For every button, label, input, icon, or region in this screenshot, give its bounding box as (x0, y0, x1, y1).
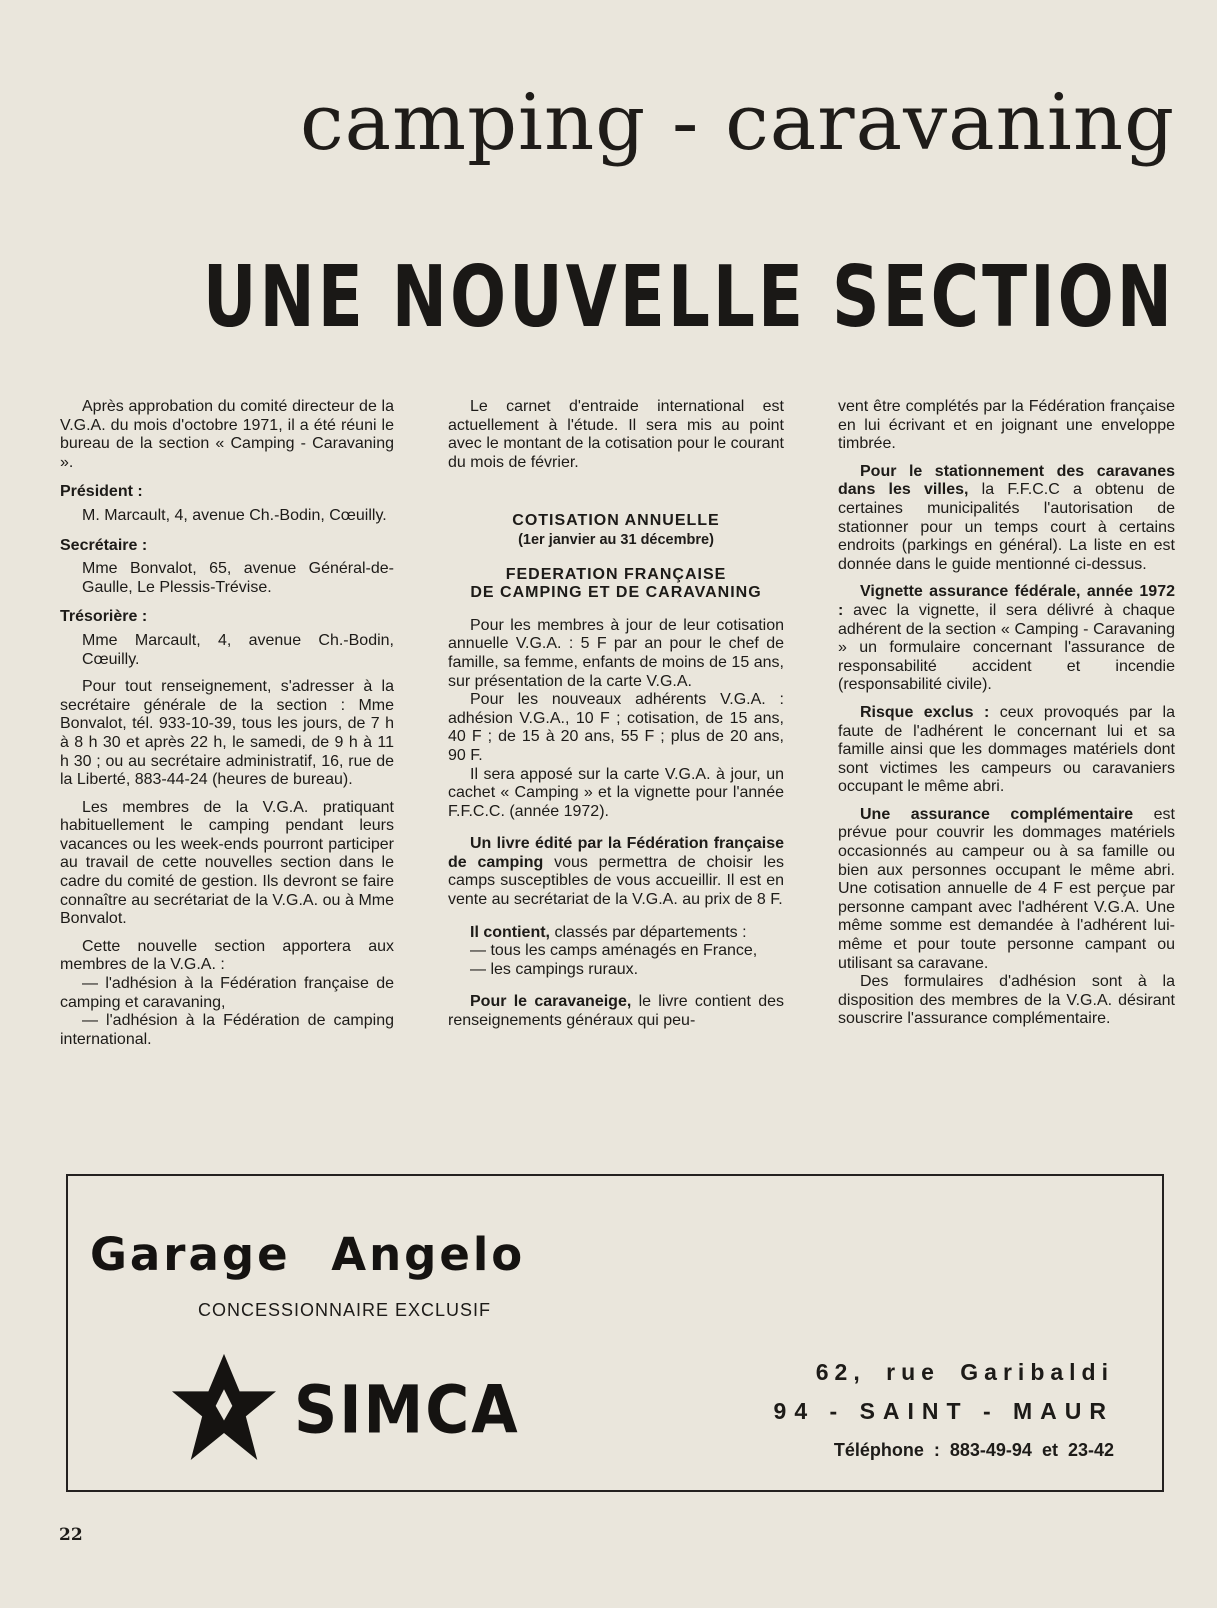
ad-brand: SIMCA (294, 1372, 520, 1449)
article-column-2 (448, 398, 784, 1031)
risque-text: ceux provoqués par la faute de l'adhérent le concernant lui et sa famille ainsi que les dommages matériels dont sont victimes les campeurs ou caravaniers occupant le même abri. (838, 703, 1176, 796)
tresoriere-label: Trésorière : (60, 608, 148, 626)
carnet-paragraph: Le carnet d'entraide international est actuellement à l'étude. Il sera mis au point avec le montant de la cotisation pour le courant du mois de février. (448, 398, 784, 471)
ad-phone: Téléphone : 883-49-94 et 23-42 (833, 1440, 1114, 1460)
formulaires-paragraph: Des formulaires d'adhésion sont à la disposition des membres de la V.G.A. désirant souscrire l'assurance complémentaire. (838, 973, 1175, 1028)
contient-text: classés par départements : (550, 923, 747, 941)
livre-bold: Un livre édité par la Fédération française de camping (448, 835, 784, 871)
list-item: — l'adhésion à la Fédération de camping international. (60, 1012, 394, 1048)
risque-paragraph (838, 704, 1175, 797)
caravaneige-text: le livre contient des renseignements généraux qui peu- (448, 993, 785, 1030)
livre-text: vous permettra de choisir les camps susceptibles de vous accueillir. Il est en vente au secrétariat de la V.G.A. au prix de 8 F. (448, 853, 784, 909)
article-column-3 (838, 398, 1175, 1029)
intro-paragraph: Après approbation du comité directeur de la V.G.A. du mois d'octobre 1971, il a été réuni le bureau de la section « Camping - Caravaning ». (60, 398, 394, 471)
president-address: M. Marcault, 4, avenue Ch.-Bodin, Cœuilly. (82, 506, 387, 524)
article-column-1 (60, 398, 394, 1049)
list-item: — tous les camps aménagés en France, (470, 942, 758, 960)
cachet-paragraph: Il sera apposé sur la carte V.G.A. à jour, un cachet « Camping » et la vignette pour l'année F.F.C.C. (année 1972). (448, 765, 784, 820)
advertisement-box (66, 1174, 1164, 1492)
ffcc-heading-line2: DE CAMPING ET DE CARAVANING (470, 584, 762, 602)
membres-jour-paragraph: Pour les membres à jour de leur cotisation annuelle V.G.A. : 5 F par an pour le chef de famille, sa femme, enfants de moins de 15 ans, sur présentation de la carte V.G.A. (448, 616, 784, 690)
page-number: 22 (59, 1525, 83, 1545)
ad-tagline: CONCESSIONNAIRE EXCLUSIF (198, 1300, 492, 1320)
headline: UNE NOUVELLE SECTION (202, 248, 1175, 347)
membres-paragraph: Les membres de la V.G.A. pratiquant habituellement le camping pendant leurs vacances ou les week-ends pourront participer au travail de cette nouvelles section dans le cadre du comité de gestion. Ils devront se faire connaître au secrétariat de la V.G.A. ou à Mme Bonvalot. (60, 798, 394, 928)
stationnement-paragraph (838, 463, 1175, 575)
secretaire-address: Mme Bonvalot, 65, avenue Général-de-Gaulle, Le Plessis-Trévise. (82, 560, 394, 596)
ffcc-heading-line1: FEDERATION FRANÇAISE (505, 565, 727, 583)
president-label: Président : (60, 483, 143, 501)
ad-garage-name: Garage Angelo (90, 1228, 526, 1281)
section-title: camping - caravaning (299, 78, 1175, 168)
vignette-bold: Vignette assurance fédérale, année 1972 : (838, 583, 1175, 619)
list-item: — les campings ruraux. (470, 960, 639, 978)
vignette-paragraph (838, 583, 1175, 695)
stationnement-bold: Pour le stationnement des caravanes dans les villes, (838, 462, 1175, 499)
nouveaux-paragraph: Pour les nouveaux adhérents V.G.A. : adhésion V.G.A., 10 F ; cotisation, de 15 ans, 40 F ; de 15 à 20 ans, 55 F ; plus de 20 ans, 90 F. (448, 691, 784, 764)
assurance-bold: Une assurance complémentaire (860, 805, 1134, 823)
caravaneige-paragraph (448, 993, 784, 1030)
contient-paragraph (448, 924, 784, 943)
secretaire-label: Secrétaire : (60, 536, 148, 554)
ad-address-line2: 94 - SAINT - MAUR (773, 1398, 1114, 1424)
ad-address-line1: 62, rue Garibaldi (815, 1359, 1114, 1385)
contient-bold: Il contient, (470, 923, 550, 941)
caravaneige-bold: Pour le caravaneige, (470, 993, 632, 1011)
cotisation-subheading: (1er janvier au 31 décembre) (518, 531, 714, 548)
continuation-paragraph: vent être complétés par la Fédération française en lui écrivant et en joignant une enveloppe timbrée. (838, 398, 1175, 453)
renseignement-paragraph: Pour tout renseignement, s'adresser à la secrétaire générale de la section : Mme Bonvalot, tél. 933-10-39, tous les jours, de 7 h à 8 h 30 et après 22 h, le samedi, de 9 h à 11 h 30 ; ou au secrétaire administratif, 16, rue de la Liberté, 883-44-24 (heures de bureau). (60, 678, 394, 789)
list-item: — l'adhésion à la Fédération française de camping et caravaning, (60, 975, 394, 1011)
cotisation-heading: COTISATION ANNUELLE (512, 512, 720, 530)
assurance-paragraph (838, 806, 1175, 973)
tresoriere-address: Mme Marcault, 4, avenue Ch.-Bodin, Cœuilly. (82, 631, 394, 668)
vignette-text: avec la vignette, il sera délivré à chaque adhérent de la section « Camping - Caravaning » un formulaire concernant l'assurance de responsabilité accident et incendie (responsabilité civile). (838, 601, 1175, 694)
apportera-paragraph: Cette nouvelle section apportera aux membres de la V.G.A. : (60, 937, 394, 974)
stationnement-text: la F.F.C.C a obtenu de certaines municipalités l'autorisation de stationner pour un temps court à certains endroits (parkings en général). La liste en est donnée dans le guide mentionné ci-dessus. (838, 481, 1175, 573)
simca-pentastar-icon (172, 1352, 276, 1464)
livre-paragraph (448, 835, 784, 909)
risque-bold: Risque exclus : (860, 703, 990, 721)
assurance-text: est prévue pour couvrir les dommages matériels occasionnés au campeur ou à sa famille ou bien aux personnes occupant le même abri. Une cotisation annuelle de 4 F est perçue par personne campant avec l'adhérent V.G.A. Une même somme est demandée à l'adhérent lui-même et pour toute personne campant ou utilisant sa caravane. (838, 805, 1175, 972)
